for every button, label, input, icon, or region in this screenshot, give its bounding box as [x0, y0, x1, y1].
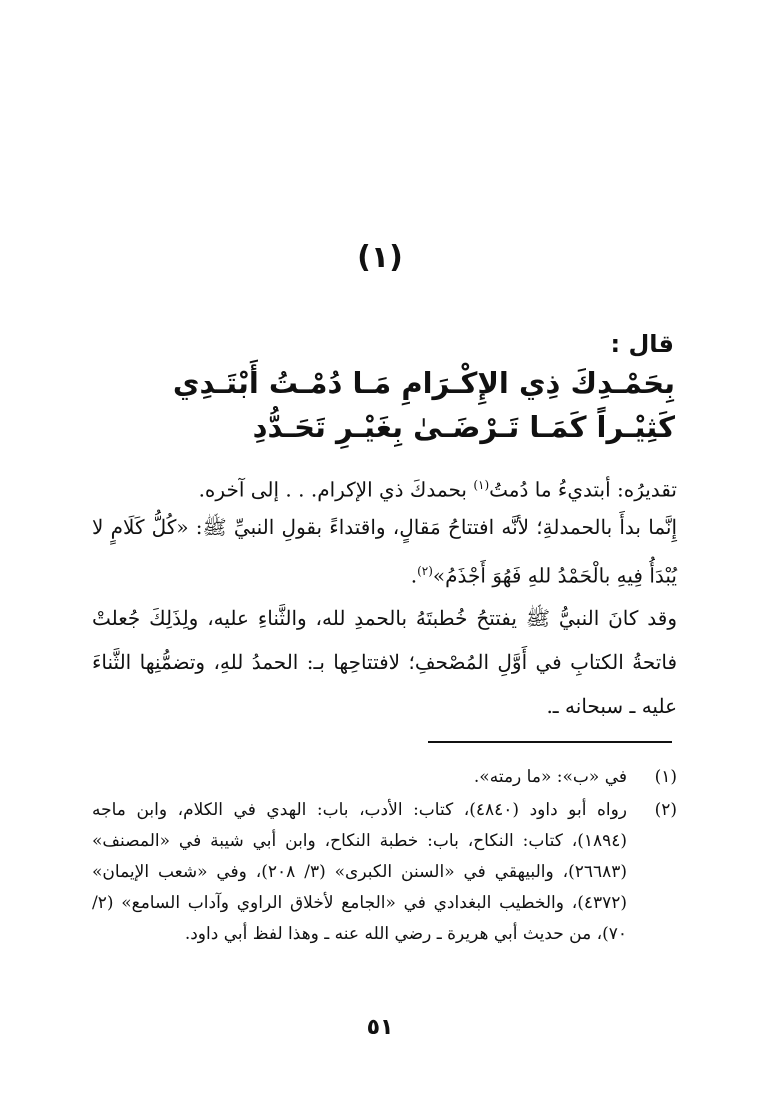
taqdir-text: تقديرُه: أبتديءُ ما دُمتُ	[489, 477, 677, 502]
footnote-number: (٢)	[654, 800, 677, 820]
chapter-number: (١)	[357, 240, 403, 275]
footnote-ref-2: (٢)	[417, 564, 433, 578]
verse-line-1: بِحَمْـدِكَ ذِي الإِكْـرَامِ مَـا دُمْـتُ أَبْتَـدِي	[172, 366, 675, 400]
footnote-number: (١)	[654, 767, 677, 787]
page-number: ٥١	[366, 1015, 394, 1040]
taqdir-rest: بحمدكَ ذي الإكرام. . . إلى آخره.	[198, 477, 474, 502]
footnote-1	[92, 762, 677, 793]
innama-end: .	[410, 563, 418, 588]
paragraph-wa-qad: وقد كانَ النبيُّ ﷺ يفتتحُ خُطبتَهُ بالحمدِ لله، والثَّناءِ عليه، ولِذَلِكَ جُعلتْ فاتحةُ الكتابِ في أَوَّلِ المُصْحفِ؛ لافتتاحِها بـ: الحمدُ للهِ، وتضمُّنِها الثَّناءَ عليه ـ سبحانه ـ.	[92, 606, 677, 718]
qal-label: قال :	[610, 330, 674, 358]
footnote-ref-1: (١)	[473, 478, 490, 492]
footnote-2	[92, 795, 677, 950]
footnote-text: في «ب»: «ما رمته».	[473, 767, 627, 787]
footnote-separator	[428, 741, 672, 743]
paragraph-innama	[92, 505, 677, 598]
footnote-text: رواه أبو داود (٤٨٤٠)، كتاب: الأدب، باب: الهدي في الكلام، وابن ماجه (١٨٩٤)، كتاب: النكاح، باب: خطبة النكاح، وابن أبي شيبة في «المصنف» (٢٦٦٨٣)، والبيهقي في «السنن الكبرى» (٣/ ٢٠٨)، وفي «شعب الإيمان» (٤٣٧٢)، والخطيب البغدادي في «الجامع لأخلاق الراوي وآداب السامع» (٢/ ٧٠)، من حديث أبي هريرة ـ رضي الله عنه ـ وهذا لفظ أبي داود.	[92, 800, 627, 944]
verse-line-2: كَثِيْـراً كَمَـا تَـرْضَـىٰ بِغَيْـرِ تَحَـدُّدِ	[252, 410, 675, 444]
innama-text: إِنَّما بدأَ بالحمدلةِ؛ لأنَّه افتتاحُ مَقالٍ، واقتداءً بقولِ النبيِّ ﷺ: «كُلُّ كَلَامٍ لا يُبْدَأُ فِيهِ بالْحَمْدُ للهِ فَهُوَ أَجْذَمُ»	[92, 515, 677, 588]
